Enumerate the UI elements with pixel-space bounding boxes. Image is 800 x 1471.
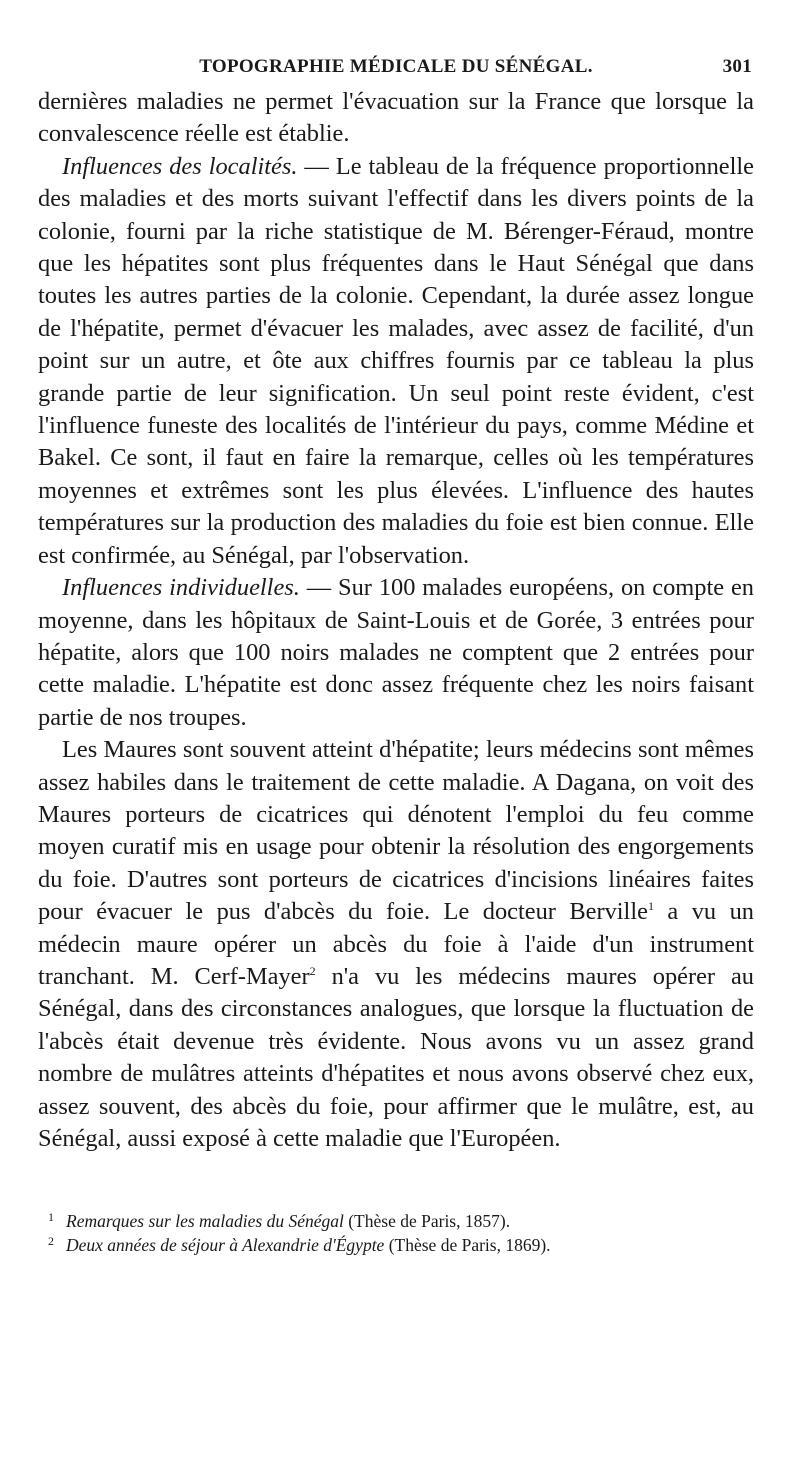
paragraph-individuelles: Influences individuelles. — Sur 100 malades européens, on compte en moyenne, dans les hôpitaux de Saint-Louis et de Gorée, 3 entrées pour hépatite, alors que 100 noirs malades ne comptent que 2 entrées pour cette maladie. L'hépatite est donc assez fréquente chez les noirs faisant partie de nos troupes. <box>38 574 754 731</box>
footnote-ref-1[interactable]: 1 <box>647 899 654 914</box>
book-page <box>38 52 754 1257</box>
footnotes <box>38 1209 754 1257</box>
footnote-1: 1 Remarques sur les maladies du Sénégal (Thèse de Paris, 1857). <box>48 1209 511 1232</box>
page-number: 301 <box>722 56 752 77</box>
running-header <box>38 52 754 86</box>
runin-heading-localites: Influences des localités. <box>62 152 298 180</box>
paragraph-continued: dernières maladies ne permet l'évacuation sur la France que lorsque la convalescence réelle est établie. <box>38 88 754 148</box>
paragraph-maures: Les Maures sont souvent atteint d'hépatite; leurs médecins sont mêmes assez habiles dans le traitement de cette maladie. A Dagana, on voit des Maures porteurs de cicatrices qui dénotent l'emploi du feu comme moyen curatif mis en usage pour obtenir la résolution des engorgements du foie. D'autres sont porteurs de cicatrices d'incisions linéaires faites pour évacuer le pus d'abcès du foie. Le docteur Berville$^1$ a vu un médecin maure opérer un abcès du foie à l'aide d'un instrument tranchant. M. Cerf-Mayer$^2$ n'a vu les médecins maures opérer au Sénégal, dans des circonstances analogues, que lorsque la fluctuation de l'abcès était devenue très évidente. Nous avons vu un assez grand nombre de mulâtres atteints d'hépatites et nous avons observé chez eux, assez souvent, des abcès du foie, pour affirmer que le mulâtre, est, au Sénégal, aussi exposé à cette maladie que l'Européen. <box>38 736 755 1152</box>
footnote-2: 2 Deux années de séjour à Alexandrie d'Égypte (Thèse de Paris, 1869). <box>48 1233 551 1256</box>
footnote-ref-2[interactable]: 2 <box>309 963 316 978</box>
running-title: TOPOGRAPHIE MÉDICALE DU SÉNÉGAL. <box>199 56 593 77</box>
runin-heading-individuelles: Influences individuelles. <box>62 574 300 602</box>
body-text <box>38 86 754 1155</box>
paragraph-localites: Influences des localités. — Le tableau de la fréquence proportionnelle des maladies et des morts suivant l'effectif dans les divers points de la colonie, fourni par la riche statistique de M. Bérenger-Féraud, montre que les hépatites sont plus fréquentes dans le Haut Sénégal que dans toutes les autres parties de la colonie. Cependant, la durée assez longue de l'hépatite, permet d'évacuer les malades, avec assez de facilité, d'un point sur un autre, et ôte aux chiffres fournis par ce tableau la plus grande partie de leur signification. Un seul point reste évident, c'est l'influence funeste des localités de l'intérieur du pays, comme Médine et Bakel. Ce sont, il faut en faire la remarque, celles où les températures moyennes et extrêmes sont les plus élevées. L'influence des hautes températures sur la production des maladies du foie est bien connue. Elle est confirmée, au Sénégal, par l'observation. <box>38 152 754 569</box>
